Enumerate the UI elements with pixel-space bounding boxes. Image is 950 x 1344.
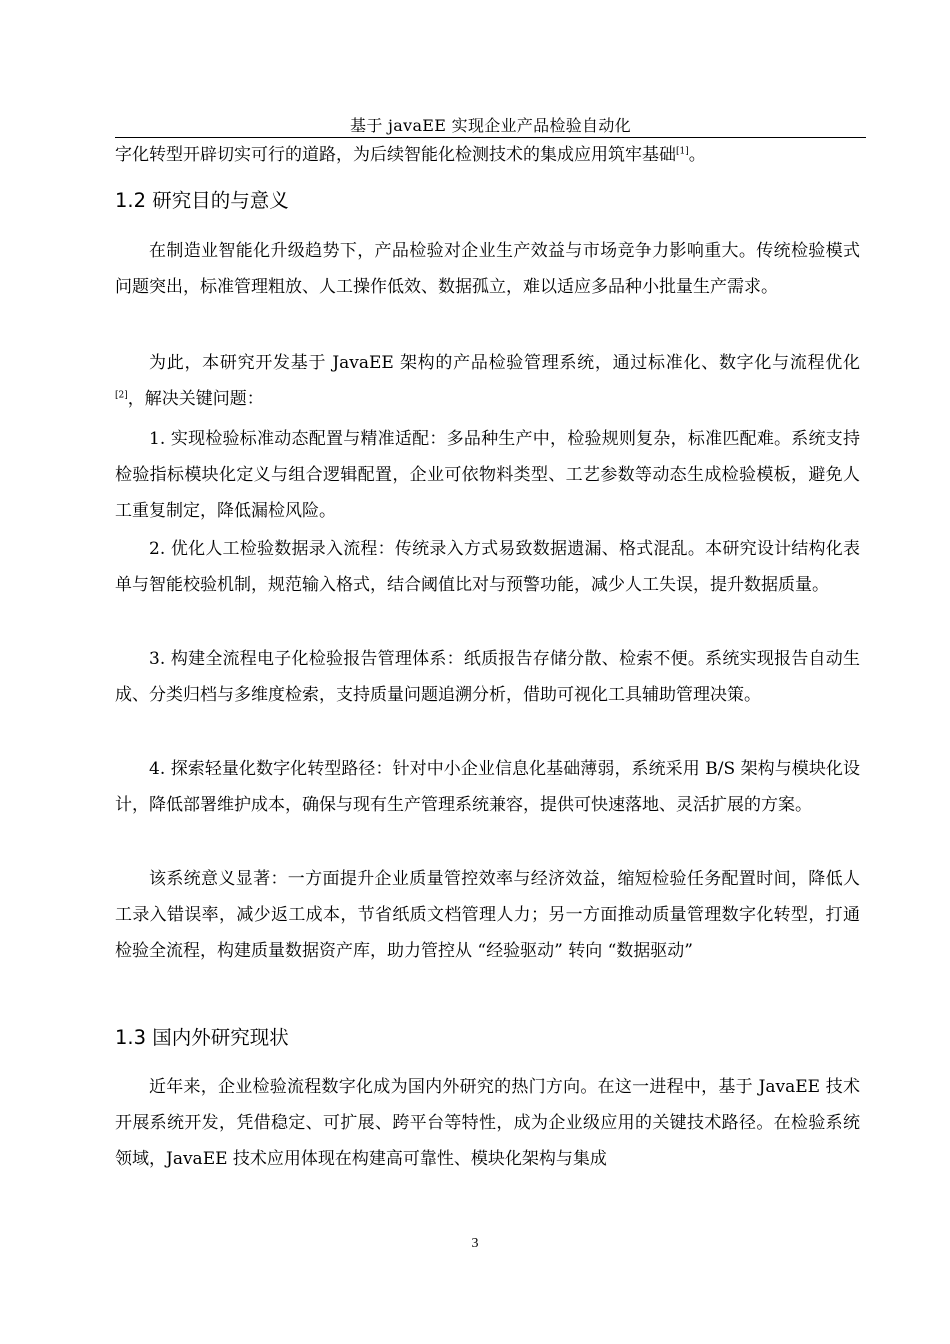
section-heading-1-3: 1.3 国内外研究现状 (115, 1026, 289, 1049)
list-item-2: 2. 优化人工检验数据录入流程：传统录入方式易致数据遗漏、格式混乱。本研究设计结构化表单与智能校验机制，规范输入格式，结合阈值比对与预警功能，减少人工失误，提升数据质量。 (115, 539, 860, 595)
list-item-4: 4. 探索轻量化数字化转型路径：针对中小企业信息化基础薄弱，系统采用 B/S 架构与模块化设计，降低部署维护成本，确保与现有生产管理系统兼容，提供可快速落地、灵活扩展的方案。 (115, 759, 860, 815)
paragraph-research-status: 近年来，企业检验流程数字化成为国内外研究的热门方向。在这一进程中，基于 JavaEE 技术开展系统开发，凭借稳定、可扩展、跨平台等特性，成为企业级应用的关键技术路径。在检验系统领域，JavaEE 技术应用体现在构建高可靠性、模块化架构与集成 (115, 1077, 860, 1169)
list-item-3: 3. 构建全流程电子化检验报告管理体系：纸质报告存储分散、检索不便。系统实现报告自动生成、分类归档与多维度检索，支持质量问题追溯分析，借助可视化工具辅助管理决策。 (115, 649, 860, 705)
paragraph-purpose (115, 345, 860, 417)
continuation-end: 。 (688, 145, 706, 165)
running-header: 基于 javaEE 实现企业产品检验自动化 (350, 116, 631, 135)
list-item-1: 1. 实现检验标准动态配置与精准适配：多品种生产中，检验规则复杂，标准匹配难。系统支持检验指标模块化定义与组合逻辑配置，企业可依物料类型、工艺参数等动态生成检验模板，避免人工重复制定，降低漏检风险。 (115, 429, 860, 521)
section-heading-1-2: 1.2 研究目的与意义 (115, 189, 289, 212)
citation-ref-1: [1] (676, 146, 689, 157)
page-number: 3 (471, 1236, 479, 1251)
paragraph-significance: 该系统意义显著：一方面提升企业质量管控效率与经济效益，缩短检验任务配置时间，降低人工录入错误率，减少返工成本，节省纸质文档管理人力；另一方面推动质量管理数字化转型，打通检验全流程，构建质量数据资产库，助力管控从 “经验驱动” 转向 “数据驱动” (115, 869, 860, 961)
paragraph-background: 在制造业智能化升级趋势下，产品检验对企业生产效益与市场竞争力影响重大。传统检验模式问题突出，标准管理粗放、人工操作低效、数据孤立，难以适应多品种小批量生产需求。 (115, 241, 860, 297)
continuation-text: 字化转型开辟切实可行的道路，为后续智能化检测技术的集成应用筑牢基础 (115, 145, 676, 165)
citation-ref-2: [2] (115, 390, 128, 401)
purpose-text: 为此，本研究开发基于 JavaEE 架构的产品检验管理系统，通过标准化、数字化与流程优化 (149, 353, 860, 373)
continuation-paragraph (115, 137, 860, 173)
purpose-text-end: ，解决关键问题： (127, 389, 264, 409)
